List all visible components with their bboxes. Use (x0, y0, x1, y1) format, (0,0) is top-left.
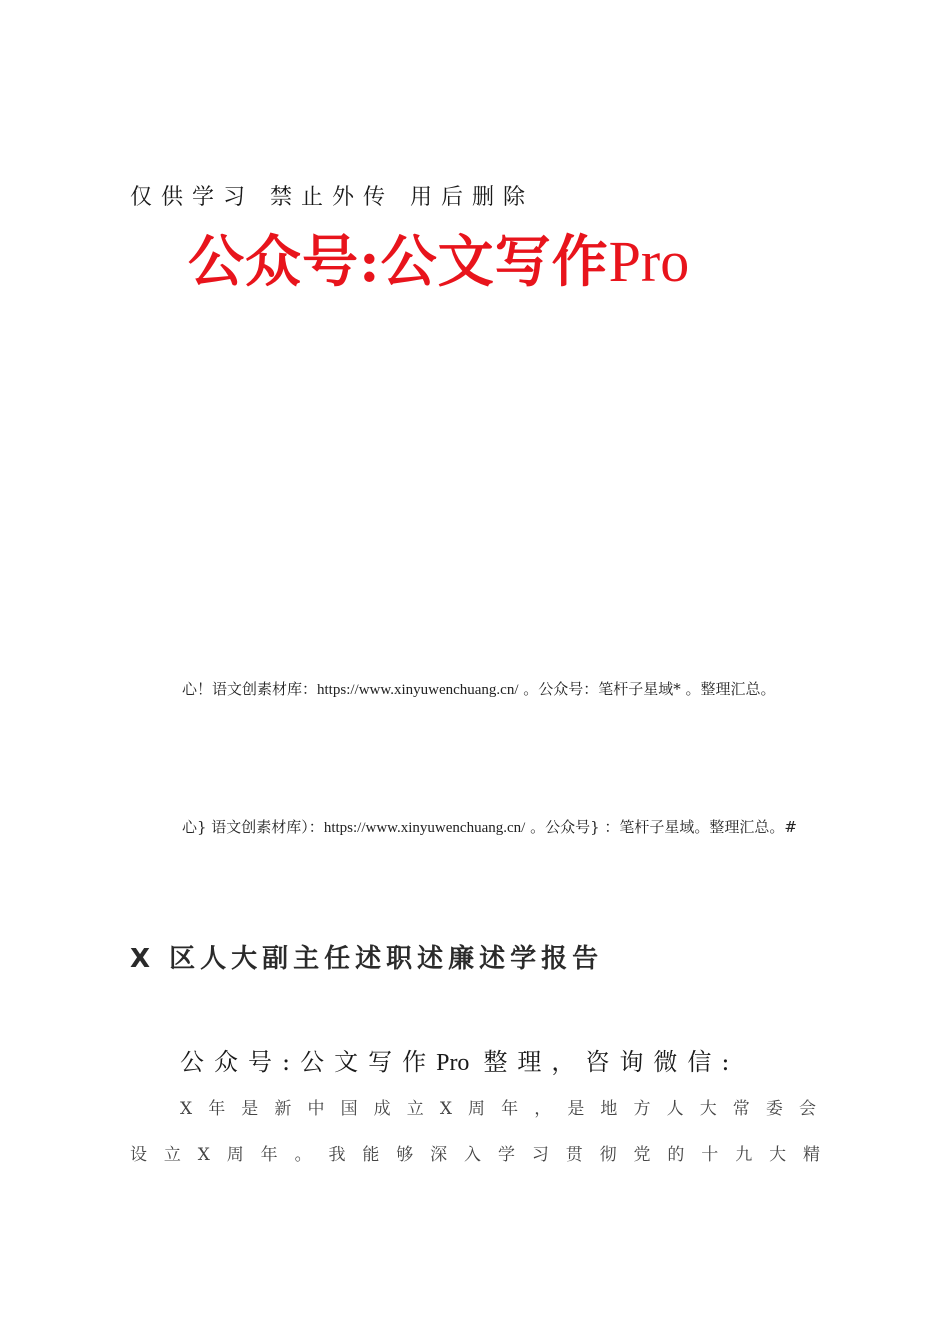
banner-pro-text: Pro (608, 229, 690, 294)
subtitle-pro: Pro (436, 1050, 470, 1076)
paragraph-2-before: 心} 语文创素材库）： (182, 818, 324, 836)
subtitle-main: 公众号:公文写作 (180, 1048, 437, 1076)
subtitle-rest: 整理，咨询微信: (483, 1048, 740, 1076)
paragraph-2-after: 。公众号} ：笔杆子星域。整理汇总。# (525, 818, 797, 836)
notice-text: 仅供学习 禁止外传 用后删除 (130, 185, 534, 210)
paragraph-2-url: https://www.xinyuwenchuang.cn/ (323, 820, 526, 836)
document-subtitle (180, 1042, 740, 1077)
body-text-line-2: 设立X周年。我能够深入学习贯彻党的十九大精 (130, 1145, 820, 1165)
body-text-line-1: X年是新中国成立X周年，是地方人大常委会 (180, 1099, 816, 1119)
document-title: X 区人大副主任述职述廉述学报告 (130, 944, 604, 974)
paragraph-2 (130, 815, 830, 841)
paragraph-1 (130, 677, 830, 703)
paragraph-1-url: https://www.xinyuwenchuang.cn/ (317, 682, 519, 698)
banner-title (188, 222, 689, 302)
paragraph-1-after: 。公众号：笔杆子星域* 。整理汇总。 (518, 680, 776, 698)
banner-main-text: 公众号:公文写作 (188, 229, 609, 295)
paragraph-1-before: 心！语文创素材库： (182, 680, 318, 698)
